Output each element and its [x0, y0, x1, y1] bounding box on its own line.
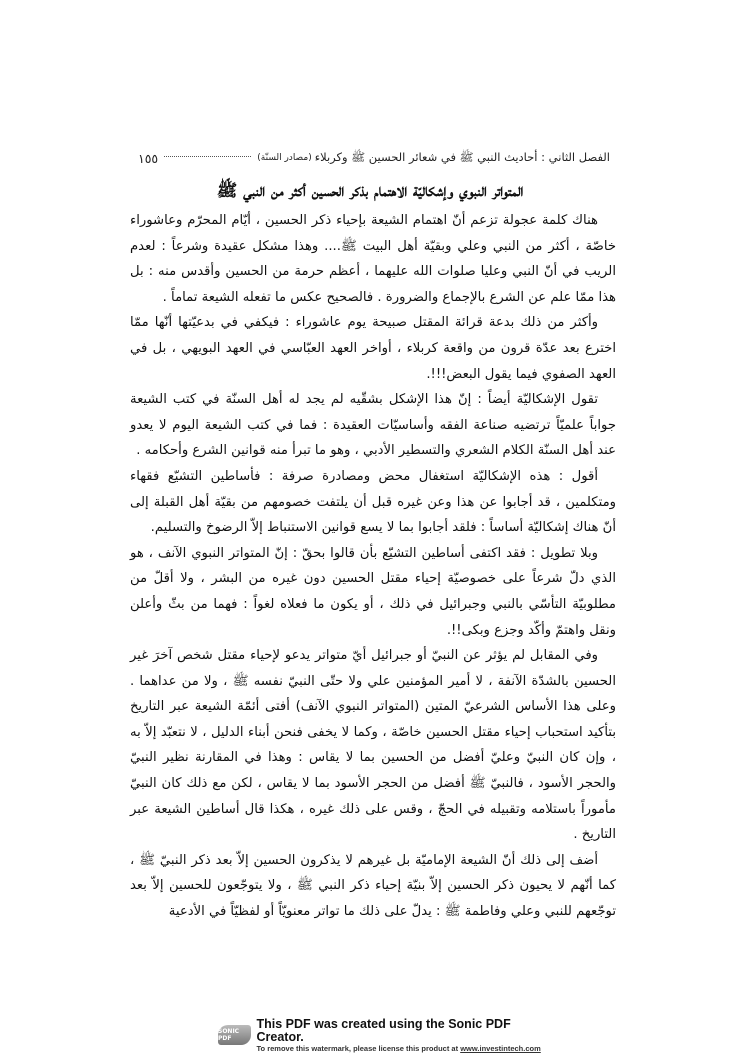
paragraph: وفي المقابل لم يؤثر عن النبيّ أو جبرائيل أيّ متواتر يدعو لإحياء مقتل شخص آخرَ غير الحسين بالشدّة الآنفة ، لا أمير المؤمنين علي ولا حتّى النبيّ نفسه ﷺ ، ولا من عداهما . وعلى هذا الأساس الشرعيّ المتين (المتواتر النبوي الآنف) أفتى أئمّة الشيعة عبر التاريخ بتأكيد استحباب إحياء مقتل الحسين خاصّة ، وكما لا يخفى فنحن أبناء الدليل ، لا نتعبّد إلاّ به ، وإن كان النبيّ وعليّ أفضل من الحسين بما لا يقاس : وهذا في المقارنة نظير النبيّ والحجر الأسود ، فالنبيّ ﷺ أفضل من الحجر الأسود بما لا يقاس ، لكن مع ذلك كان النبيّ مأموراً باستلامه وتقبيله في الحجّ ، وقس على ذلك غيره ، هكذا قال أساطين الشيعة عبر التاريخ .: [130, 648, 616, 843]
chapter-title: الفصل الثاني : أحاديث النبي ﷺ في شعائر الحسين ﷺ وكربلاء: [314, 149, 610, 164]
paragraph: تقول الإشكاليّة أيضاً : إنّ هذا الإشكل بشقّيه لم يجد له أهل السنّة في كتب الشيعة جواباً علميّاً ترتضيه صناعة الفقه وأساسيّات العقيدة : فما في كتب الشيعة اليوم لا يعدو عند أهل السنّة الكلام الشعري والتسطير الأدبي ، وهو ما تبرأ منه قوانين الشرع وأحكامه .: [130, 392, 616, 459]
body-text: [130, 208, 616, 925]
paragraph: وأكثر من ذلك بدعة قرائة المقتل صبيحة يوم عاشوراء : فيكفي في بدعيّتها أنّها ممّا اخترع بعد عدّة قرون من واقعة كربلاء ، أواخر العهد العبّاسي في العهد البويهي ، بل في العهد الصفوي فيما يقول البعض!!!.: [130, 315, 616, 382]
paragraph: أقول : هذه الإشكاليّة استغفال محض ومصادرة صرفة : فأساطين التشيّع فقهاء ومتكلمين ، قد أجابوا عن هذا وعن غيره قبل أن يلتفت خصومهم من بقيّة أهل القبلة إلى أنّ هناك إشكاليّة أساساً : فلقد أجابوا بما لا يسع قوانين الاستنباط إلاّ الرضوخ والتسليم.: [130, 468, 616, 536]
pdf-watermark: [218, 1016, 548, 1053]
paragraph: هناك كلمة عجولة تزعم أنّ اهتمام الشيعة بإحياء ذكر الحسين ، أيّام المحرّم وعاشوراء خاصّة ، أكثر من النبي وعلي وبقيّة أهل البيت ﷺ.... وهذا مشكل عقيدة وشرعاً : لعدم الريب في أنّ النبي وعليا صلوات الله عليهما ، أعظم حرمة من الحسين وأقدس منه : بل هذا ممّا علم عن الشرع بالإجماع والضرورة . فالصحيح عكس ما تفعله الشيعة تماماً .: [130, 213, 616, 305]
section-title: المتواتر النبوي وإشكاليّة الاهتمام بذكر الحسين أكثر من النبي ﷺ: [216, 181, 524, 201]
chapter-subtitle: (مصادر السنّة): [257, 153, 312, 163]
paragraph: وبلا تطويل : فقد اكتفى أساطين التشيّع بأن قالوا بحقّ : إنّ المتواتر النبوي الآنف ، هو الذي دلّ شرعاً على خصوصيّة إحياء مقتل الحسين دون غيره من البشر ، ولا أقلّ من مطلوبيّة التأسّي بالنبي وجبرائيل في ذلك ، أو يكون ما فعلاه لغواً : فهما من بثّ وأعلن ونقل واهتمّ وأكّد وجزع وبكى!!.: [130, 545, 616, 638]
paragraph: أضف إلى ذلك أنّ الشيعة الإماميّة بل غيرهم لا يذكرون الحسين إلاّ بعد ذكر النبيّ ﷺ ، كما أنّهم لا يحيون ذكر الحسين إلاّ بنيّة إحياء ذكر النبي ﷺ ، ولا يتوجّعون للحسين إلاّ بعد توجّعهم للنبي وعلي وفاطمة ﷺ : يدلّ على ذلك ما تواتر معنويّاً أو لفظيّاً في الأدعية: [130, 852, 616, 920]
watermark-link[interactable]: www.investintech.com: [460, 1043, 541, 1053]
watermark-line2-prefix: To remove this watermark, please license this product at: [256, 1043, 461, 1053]
watermark-text: [257, 1018, 549, 1053]
sonic-pdf-logo-icon: SONIC PDF: [218, 1025, 251, 1045]
watermark-line2: [257, 1044, 549, 1053]
page-number: ١٥٥: [138, 150, 159, 166]
running-header: [130, 148, 610, 168]
leader-dots: [164, 148, 251, 157]
watermark-line1: This PDF was created using the Sonic PDF Creator.: [256, 1016, 511, 1044]
